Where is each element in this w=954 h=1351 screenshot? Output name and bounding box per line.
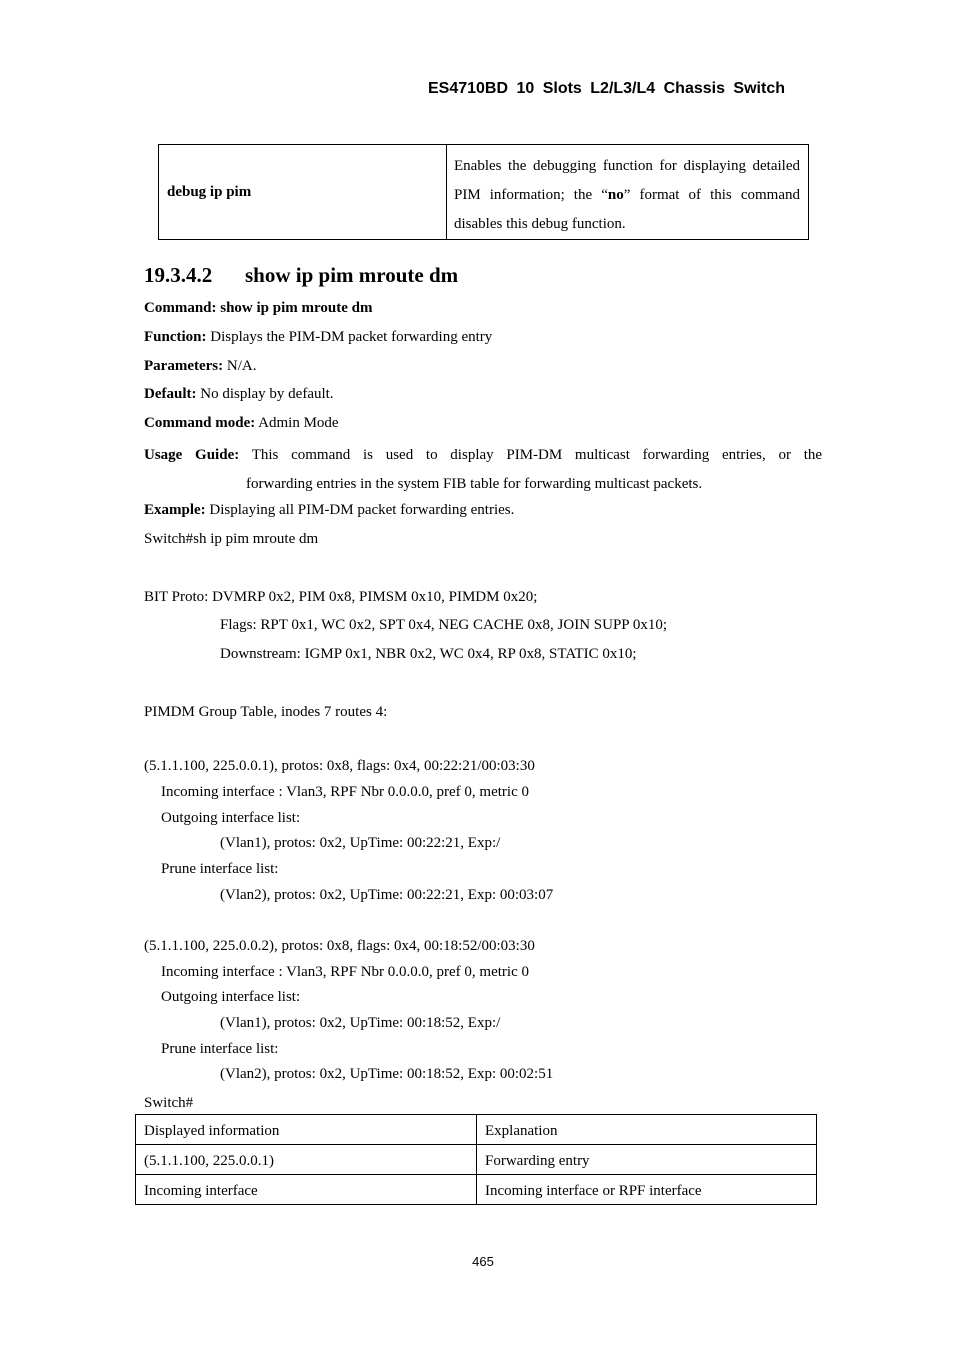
bit-proto-line: BIT Proto: DVMRP 0x2, PIM 0x8, PIMSM 0x10, PIMDM 0x20;	[144, 589, 538, 605]
downstream-line: Downstream: IGMP 0x1, NBR 0x2, WC 0x4, RP 0x8, STATIC 0x10;	[220, 646, 637, 662]
entry-head: (5.1.1.100, 225.0.0.1), protos: 0x8, flags: 0x4, 00:22:21/00:03:30	[144, 758, 535, 774]
table-cell: Forwarding entry	[477, 1145, 817, 1175]
flags-line: Flags: RPT 0x1, WC 0x2, SPT 0x4, NEG CACHE 0x8, JOIN SUPP 0x10;	[220, 617, 668, 633]
outgoing-list-label: Outgoing interface list:	[161, 989, 301, 1005]
table-row	[136, 1145, 817, 1175]
field-label: Usage Guide:	[144, 447, 240, 463]
section-title: show ip pim mroute dm	[245, 263, 459, 287]
outgoing-interface-line: (Vlan1), protos: 0x2, UpTime: 00:22:21, Exp:/	[220, 835, 501, 851]
description-text: Enables the debugging function for displaying detailed PIM information; the “	[454, 158, 800, 203]
usage-line-1	[144, 441, 822, 470]
table-header-cell: Displayed information	[136, 1115, 477, 1145]
incoming-interface-line: Incoming interface : Vlan3, RPF Nbr 0.0.0.0, pref 0, metric 0	[161, 784, 529, 800]
field-value: N/A.	[223, 358, 257, 374]
command-mode-line	[144, 415, 339, 432]
description-cell	[447, 145, 809, 240]
field-label: Example:	[144, 502, 206, 518]
prune-list-label: Prune interface list:	[161, 861, 279, 877]
table-cell: (5.1.1.100, 225.0.0.1)	[136, 1145, 477, 1175]
parameters-line	[144, 358, 256, 375]
field-value: Admin Mode	[255, 415, 339, 431]
page-number: 465	[472, 1254, 494, 1269]
table-cell: Incoming interface or RPF interface	[477, 1175, 817, 1205]
table-row	[159, 145, 809, 240]
description-text: ” format of this command disables this debug function.	[454, 187, 800, 232]
field-label: Function:	[144, 329, 207, 345]
prune-list-label: Prune interface list:	[161, 1041, 279, 1057]
field-value: No display by default.	[196, 386, 334, 402]
cli-command: Switch#sh ip pim mroute dm	[144, 531, 319, 547]
example-line	[144, 502, 514, 519]
table-cell: Incoming interface	[136, 1175, 477, 1205]
table-row	[136, 1175, 817, 1205]
field-value: This command is used to display PIM-DM multicast forwarding entries, or the	[251, 447, 823, 463]
incoming-interface-line: Incoming interface : Vlan3, RPF Nbr 0.0.0.0, pref 0, metric 0	[161, 964, 529, 980]
default-line	[144, 386, 334, 403]
table-header-row	[136, 1115, 817, 1145]
cli-prompt: Switch#	[144, 1095, 194, 1111]
field-label: Default:	[144, 386, 197, 402]
prune-interface-line: (Vlan2), protos: 0x2, UpTime: 00:22:21, Exp: 00:03:07	[220, 887, 554, 903]
field-label: Command mode:	[144, 415, 256, 431]
function-line	[144, 329, 492, 346]
outgoing-interface-line: (Vlan1), protos: 0x2, UpTime: 00:18:52, Exp:/	[220, 1015, 501, 1031]
command-line: Command: show ip pim mroute dm	[144, 300, 373, 316]
usage-line-2: forwarding entries in the system FIB table for forwarding multicast packets.	[246, 476, 703, 492]
prune-interface-line: (Vlan2), protos: 0x2, UpTime: 00:18:52, Exp: 00:02:51	[220, 1066, 554, 1082]
field-value: Displays the PIM-DM packet forwarding entry	[206, 329, 493, 345]
table-header-cell: Explanation	[477, 1115, 817, 1145]
description-keyword: no	[607, 187, 624, 203]
command-table	[158, 144, 809, 240]
group-table-line: PIMDM Group Table, inodes 7 routes 4:	[144, 704, 388, 720]
section-heading	[144, 263, 458, 288]
section-number: 19.3.4.2	[144, 263, 213, 287]
explanation-table	[135, 1114, 817, 1205]
field-value: Displaying all PIM-DM packet forwarding entries.	[205, 502, 515, 518]
entry-head: (5.1.1.100, 225.0.0.2), protos: 0x8, flags: 0x4, 00:18:52/00:03:30	[144, 938, 535, 954]
usage-guide	[144, 441, 822, 499]
running-header: ES4710BD 10 Slots L2/L3/L4 Chassis Switch	[427, 80, 785, 97]
field-label: Parameters:	[144, 358, 224, 374]
outgoing-list-label: Outgoing interface list:	[161, 810, 301, 826]
command-cell: debug ip pim	[159, 145, 447, 240]
